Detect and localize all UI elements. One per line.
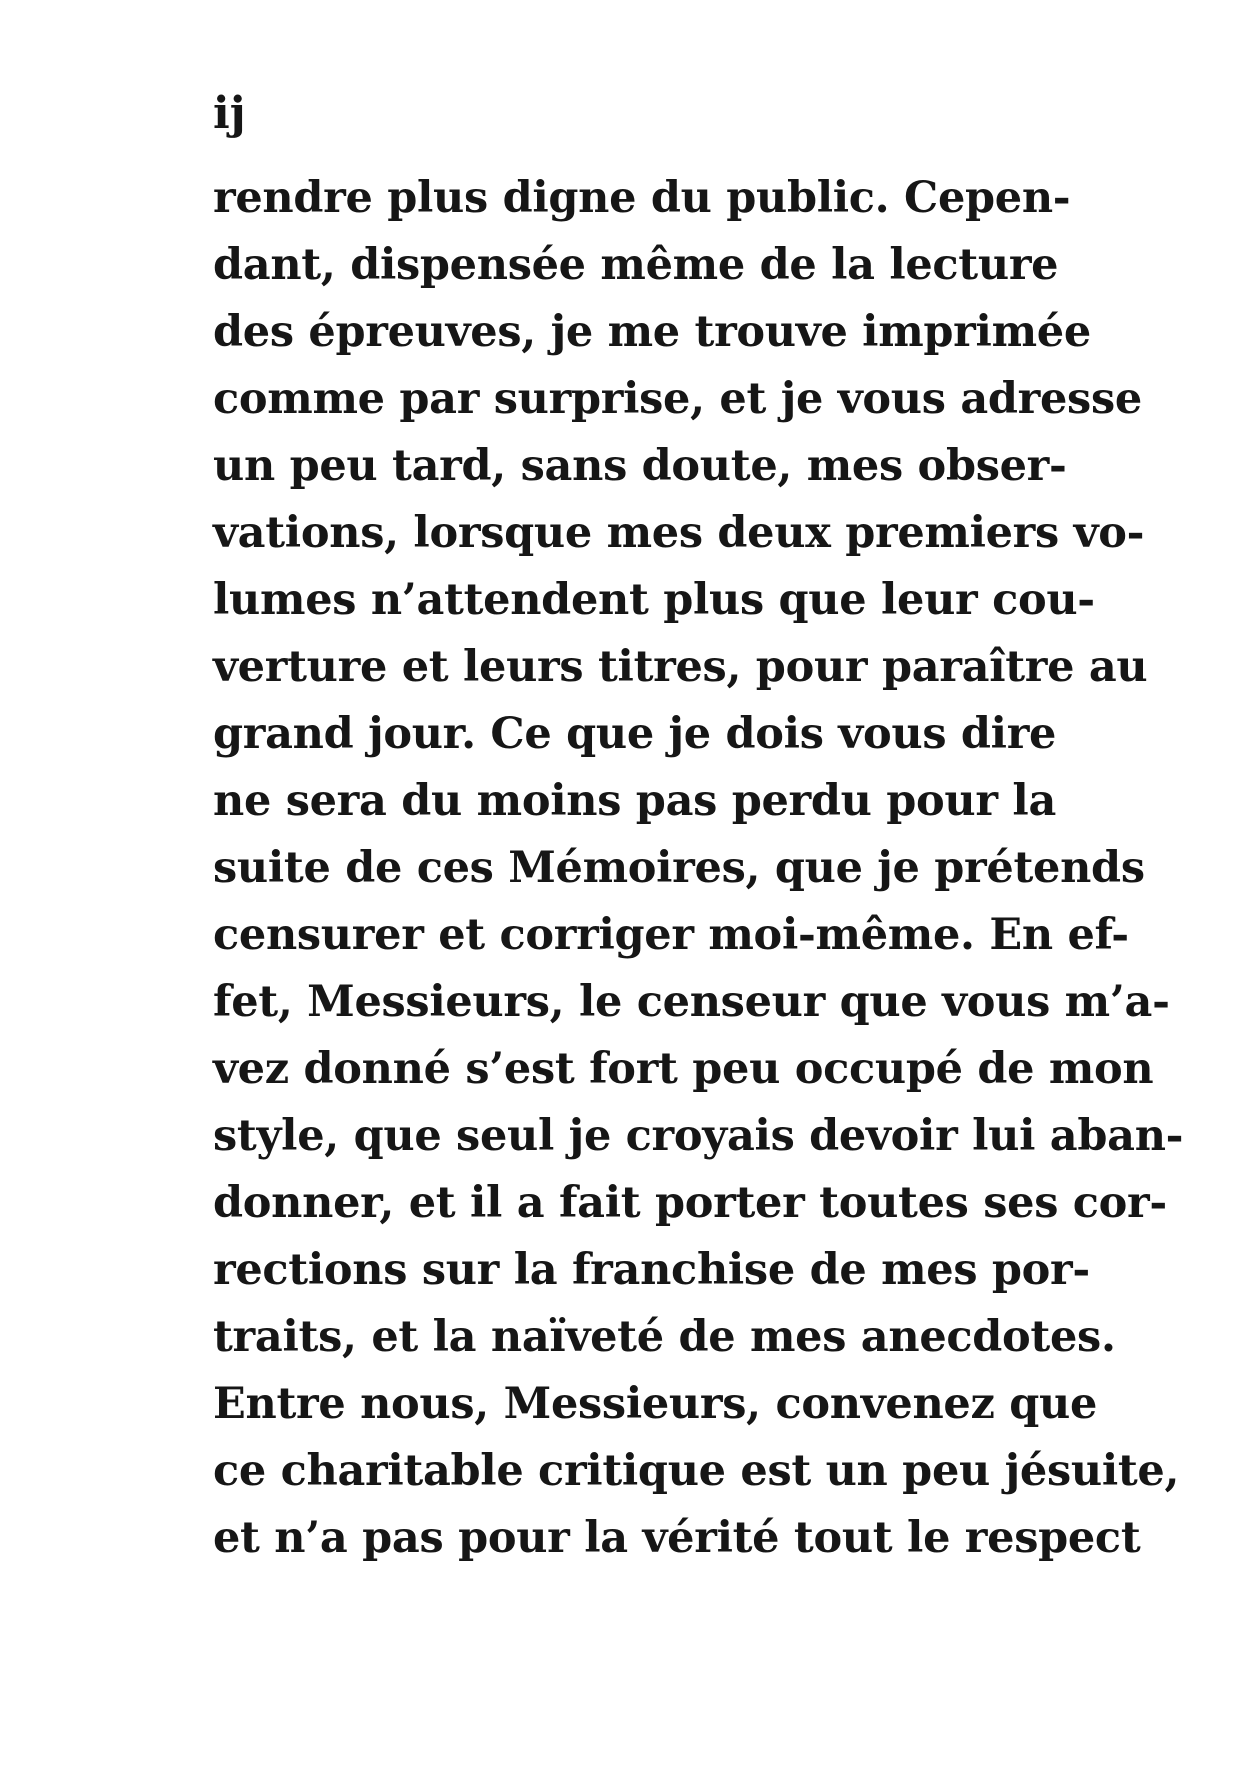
text-line: fet, Messieurs, le censeur que vous m’a- bbox=[213, 977, 1170, 1027]
text-line: vations, lorsque mes deux premiers vo- bbox=[213, 508, 1145, 558]
text-line: style, que seul je croyais devoir lui aban- bbox=[213, 1111, 1184, 1161]
text-line: rections sur la franchise de mes por- bbox=[213, 1245, 1090, 1295]
text-line: comme par surprise, et je vous adresse bbox=[213, 374, 1142, 424]
text-line: verture et leurs titres, pour paraître au bbox=[213, 642, 1148, 692]
text-line: rendre plus digne du public. Cepen- bbox=[213, 173, 1071, 223]
text-line: dant, dispensée même de la lecture bbox=[213, 240, 1059, 290]
text-line: lumes n’attendent plus que leur cou- bbox=[213, 575, 1095, 625]
text-line: censurer et corriger moi-même. En ef- bbox=[213, 910, 1129, 960]
text-line: Entre nous, Messieurs, convenez que bbox=[213, 1379, 1098, 1429]
body-text bbox=[213, 165, 1184, 1572]
text-line: suite de ces Mémoires, que je prétends bbox=[213, 843, 1145, 893]
text-line: ne sera du moins pas perdu pour la bbox=[213, 776, 1057, 826]
text-line: grand jour. Ce que je dois vous dire bbox=[213, 709, 1057, 759]
text-line: des épreuves, je me trouve imprimée bbox=[213, 307, 1091, 357]
text-line: ce charitable critique est un peu jésuite, bbox=[213, 1446, 1180, 1496]
text-line: traits, et la naïveté de mes anecdotes. bbox=[213, 1312, 1116, 1362]
text-line: donner, et il a fait porter toutes ses cor- bbox=[213, 1178, 1167, 1228]
text-line: un peu tard, sans doute, mes obser- bbox=[213, 441, 1067, 491]
text-line: et n’a pas pour la vérité tout le respect bbox=[213, 1513, 1141, 1563]
text-line: vez donné s’est fort peu occupé de mon bbox=[213, 1044, 1154, 1094]
page-number: ij bbox=[213, 88, 246, 139]
